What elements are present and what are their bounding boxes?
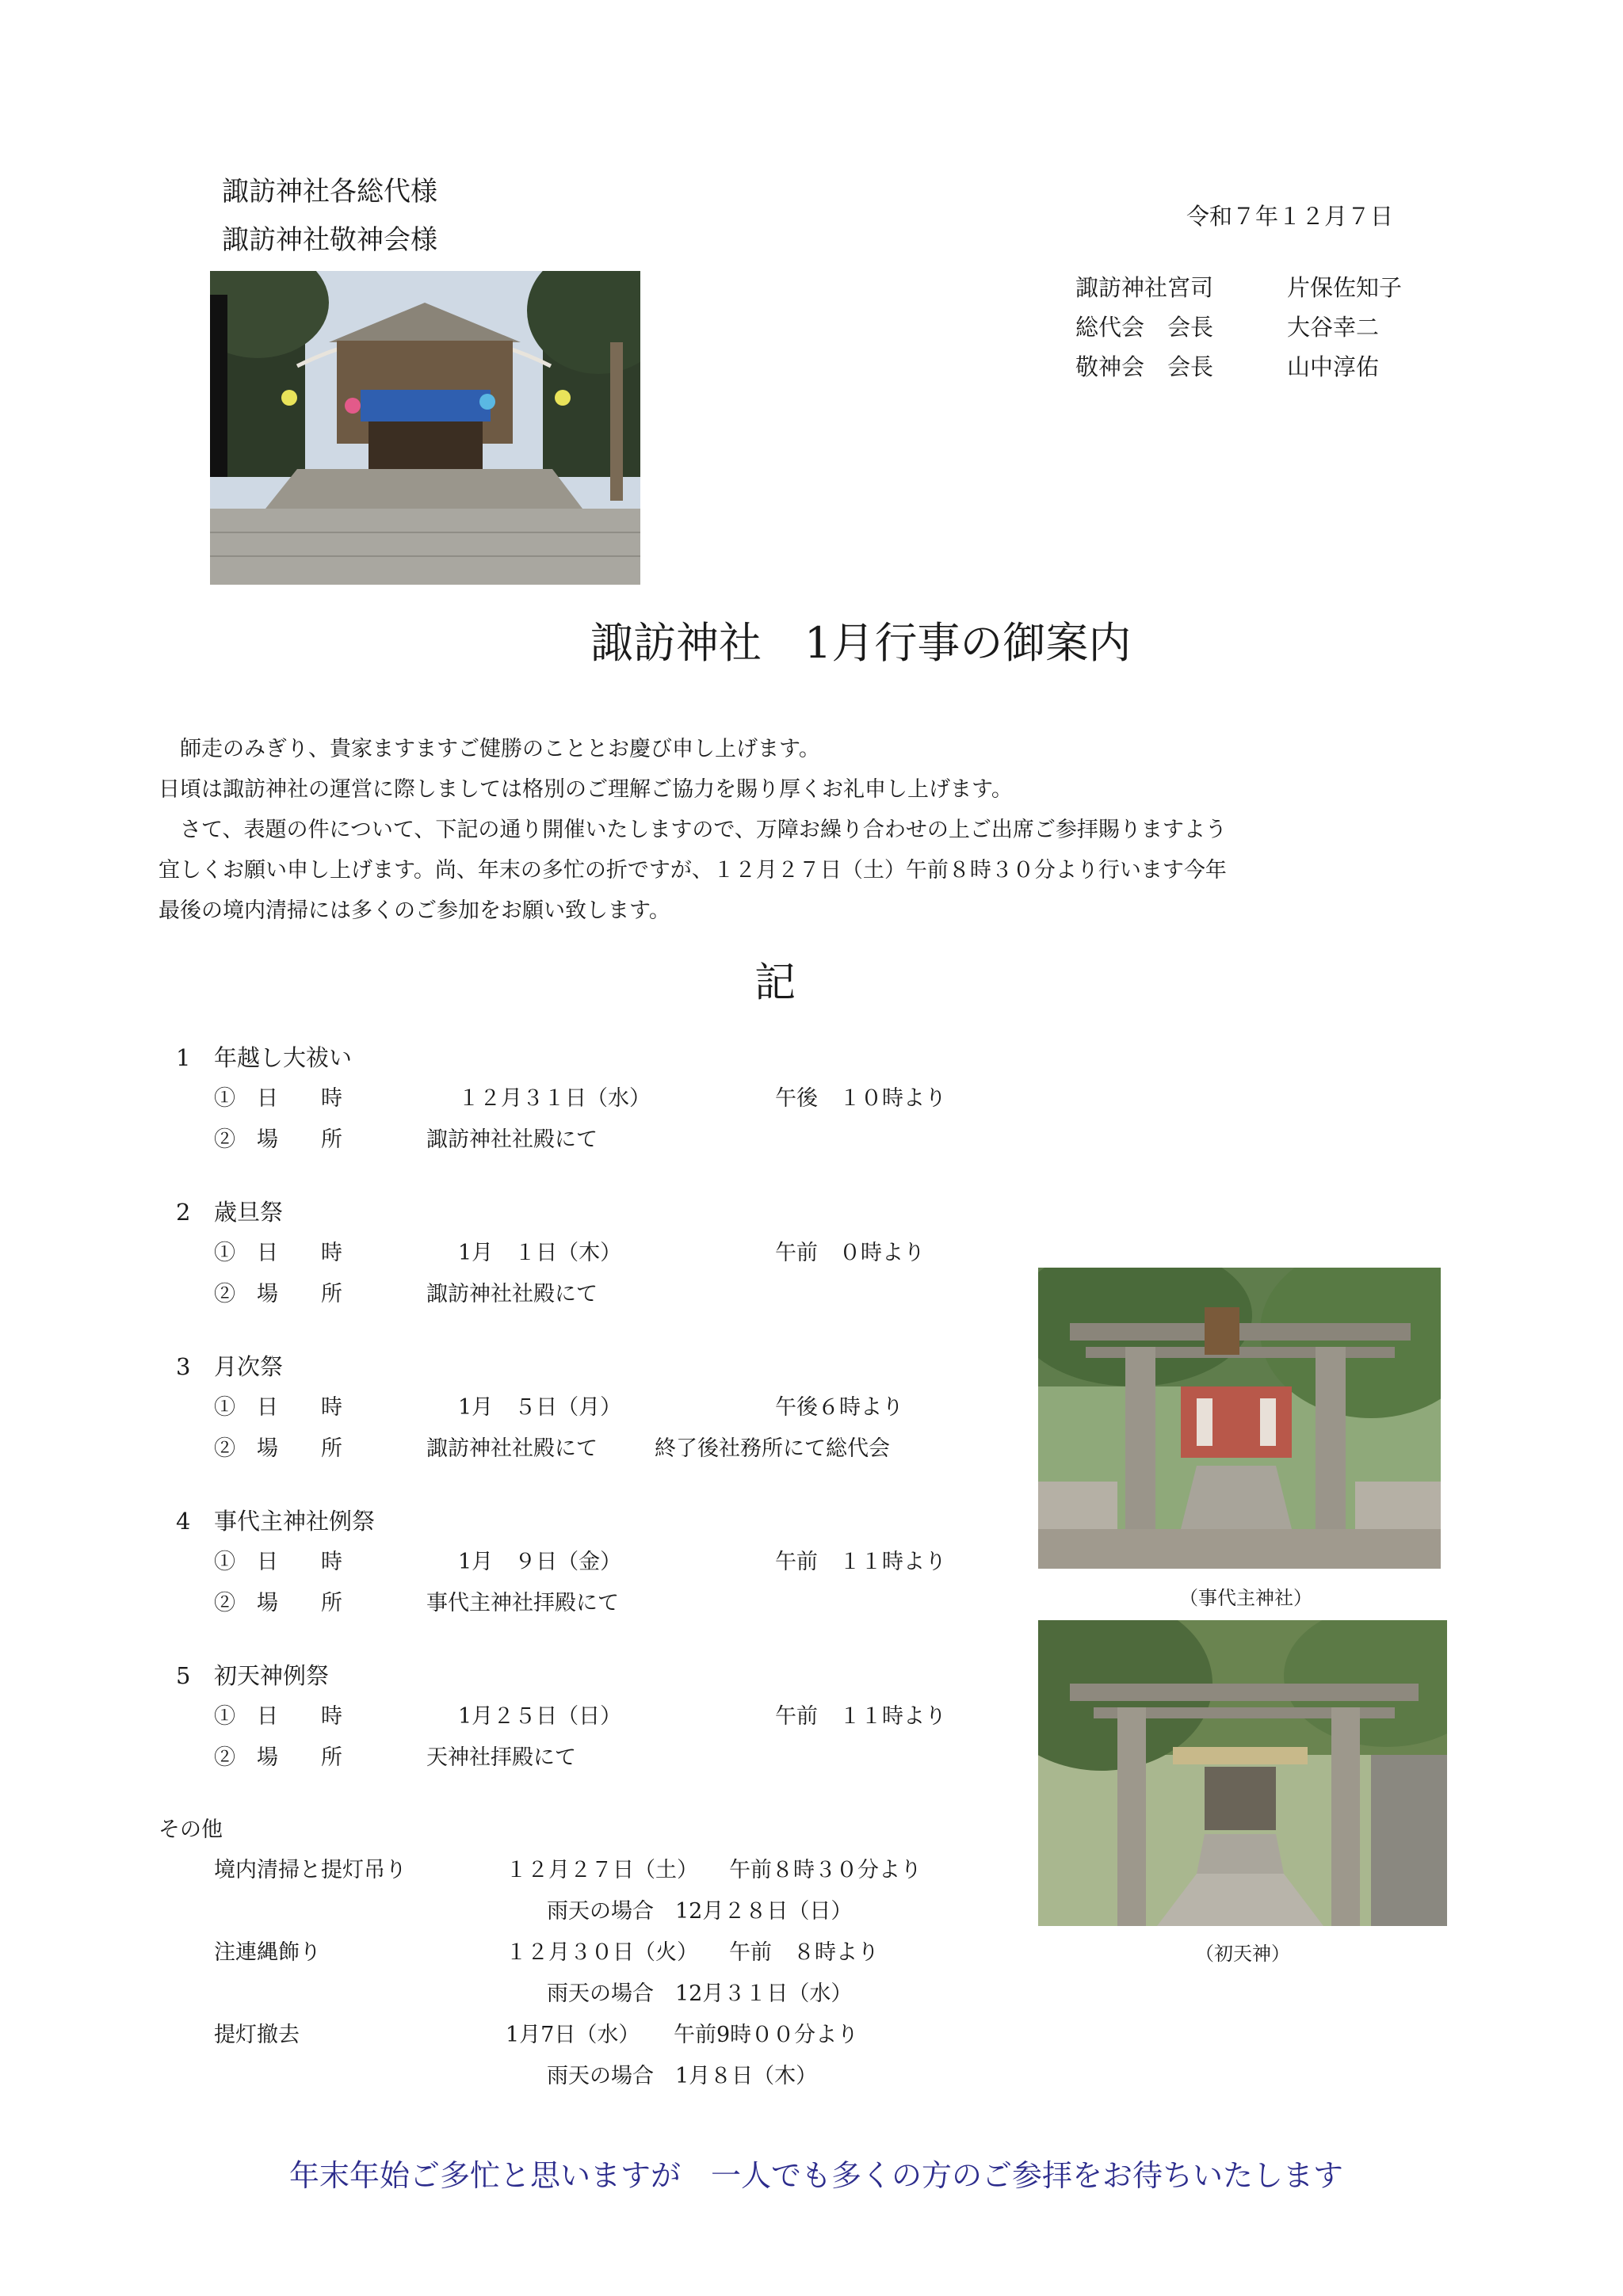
- event-number: 5: [176, 1662, 191, 1689]
- other-item-date: 1月7日（水）: [506, 2023, 640, 2047]
- event-date-label: ① 日 時: [214, 1086, 342, 1111]
- main-shrine-photo: [210, 271, 640, 585]
- event-date-label: ① 日 時: [214, 1550, 342, 1574]
- event-place: 事代主神社拝殿にて: [426, 1591, 619, 1615]
- document-date: 令和７年１２月７日: [1186, 203, 1394, 230]
- event-date-label: ① 日 時: [214, 1241, 342, 1265]
- event-number: 2: [176, 1199, 191, 1226]
- closing-message: 年末年始ご多忙と思いますが 一人でも多くの方のご参拝をお待ちいたします: [289, 2158, 1344, 2193]
- other-item-rain: 雨天の場合 12月２８日（日）: [547, 1899, 853, 1924]
- event-date: １２月３１日（水）: [458, 1086, 651, 1111]
- event-place-label: ② 場 所: [214, 1282, 342, 1306]
- other-item-date: １２月３０日（火）: [506, 1940, 698, 1965]
- event-time: 午後 １０時より: [775, 1086, 946, 1111]
- event-place: 諏訪神社社殿にて: [426, 1436, 598, 1461]
- event-time: 午前 １１時より: [775, 1550, 946, 1574]
- sender-role-3: 敬神会 会長: [1075, 353, 1214, 380]
- sender-name-3: 山中淳佑: [1287, 353, 1380, 380]
- event-name: 事代主神社例祭: [214, 1508, 376, 1535]
- other-item-name: 境内清掃と提灯吊り: [214, 1858, 407, 1882]
- body-line-3: さて、表題の件について、下記の通り開催いたしますので、万障お繰り合わせの上ご出席ご参拝賜りますよう: [158, 818, 1227, 842]
- kotoshironushi-caption: （事代主神社）: [1179, 1587, 1312, 1609]
- event-date: 1月２５日（日）: [458, 1704, 622, 1729]
- kotoshironushi-shrine-photo: [1038, 1268, 1441, 1569]
- event-name: 年越し大祓い: [214, 1044, 353, 1071]
- event-place: 天神社拝殿にて: [426, 1745, 576, 1770]
- body-line-5: 最後の境内清掃には多くのご参加をお願い致します。: [158, 898, 670, 923]
- other-item-time: 午前 ８時より: [729, 1940, 879, 1965]
- ki-heading: 記: [754, 959, 796, 1007]
- sender-name-1: 片保佐知子: [1287, 274, 1403, 301]
- hatsutenjin-shrine-photo: [1038, 1620, 1447, 1926]
- event-place-label: ② 場 所: [214, 1436, 342, 1461]
- event-time: 午前 ０時より: [775, 1241, 925, 1265]
- event-number: 3: [176, 1353, 191, 1380]
- event-number: 4: [176, 1508, 191, 1535]
- event-number: 1: [176, 1044, 191, 1071]
- event-time: 午前 １１時より: [775, 1704, 946, 1729]
- body-line-2: 日頃は諏訪神社の運営に際しましては格別のご理解ご協力を賜り厚くお礼申し上げます。: [158, 777, 1013, 802]
- addressee-line-2: 諏訪神社敬神会様: [222, 224, 437, 256]
- event-place-label: ② 場 所: [214, 1591, 342, 1615]
- event-name: 月次祭: [214, 1353, 284, 1380]
- event-date-label: ① 日 時: [214, 1704, 342, 1729]
- other-item-rain: 雨天の場合 12月３１日（水）: [547, 1981, 853, 2006]
- page-title: 諏訪神社 1月行事の御案内: [590, 618, 1132, 668]
- sender-role-2: 総代会 会長: [1075, 314, 1214, 341]
- event-note: 終了後社務所にて総代会: [655, 1436, 890, 1461]
- event-date: 1月 １日（木）: [458, 1241, 622, 1265]
- other-item-name: 提灯撤去: [214, 2023, 300, 2047]
- event-date-label: ① 日 時: [214, 1395, 342, 1420]
- other-item-date: １２月２７日（土）: [506, 1858, 698, 1882]
- event-name: 初天神例祭: [214, 1662, 330, 1689]
- other-item-name: 注連縄飾り: [214, 1940, 321, 1965]
- body-line-4: 宜しくお願い申し上げます。尚、年末の多忙の折ですが、１２月２７日（土）午前８時３０分より行います今年: [158, 858, 1227, 883]
- event-date: 1月 ５日（月）: [458, 1395, 622, 1420]
- sender-role-1: 諏訪神社宮司: [1075, 274, 1214, 301]
- event-name: 歳旦祭: [214, 1199, 284, 1226]
- event-place: 諏訪神社社殿にて: [426, 1282, 598, 1306]
- event-place-label: ② 場 所: [214, 1127, 342, 1152]
- hatsutenjin-caption: （初天神）: [1195, 1943, 1290, 1965]
- other-label: その他: [158, 1817, 223, 1842]
- event-date: 1月 ９日（金）: [458, 1550, 622, 1574]
- event-place-label: ② 場 所: [214, 1745, 342, 1770]
- sender-name-2: 大谷幸二: [1287, 314, 1380, 341]
- addressee-line-1: 諏訪神社各総代様: [222, 176, 437, 208]
- other-item-rain: 雨天の場合 1月８日（木）: [547, 2064, 818, 2088]
- body-line-1: 師走のみぎり、貴家ますますご健勝のこととお慶び申し上げます。: [158, 737, 820, 761]
- other-item-time: 午前9時００分より: [674, 2023, 859, 2047]
- other-item-time: 午前８時３０分より: [729, 1858, 922, 1882]
- event-time: 午後６時より: [775, 1395, 903, 1420]
- event-place: 諏訪神社社殿にて: [426, 1127, 598, 1152]
